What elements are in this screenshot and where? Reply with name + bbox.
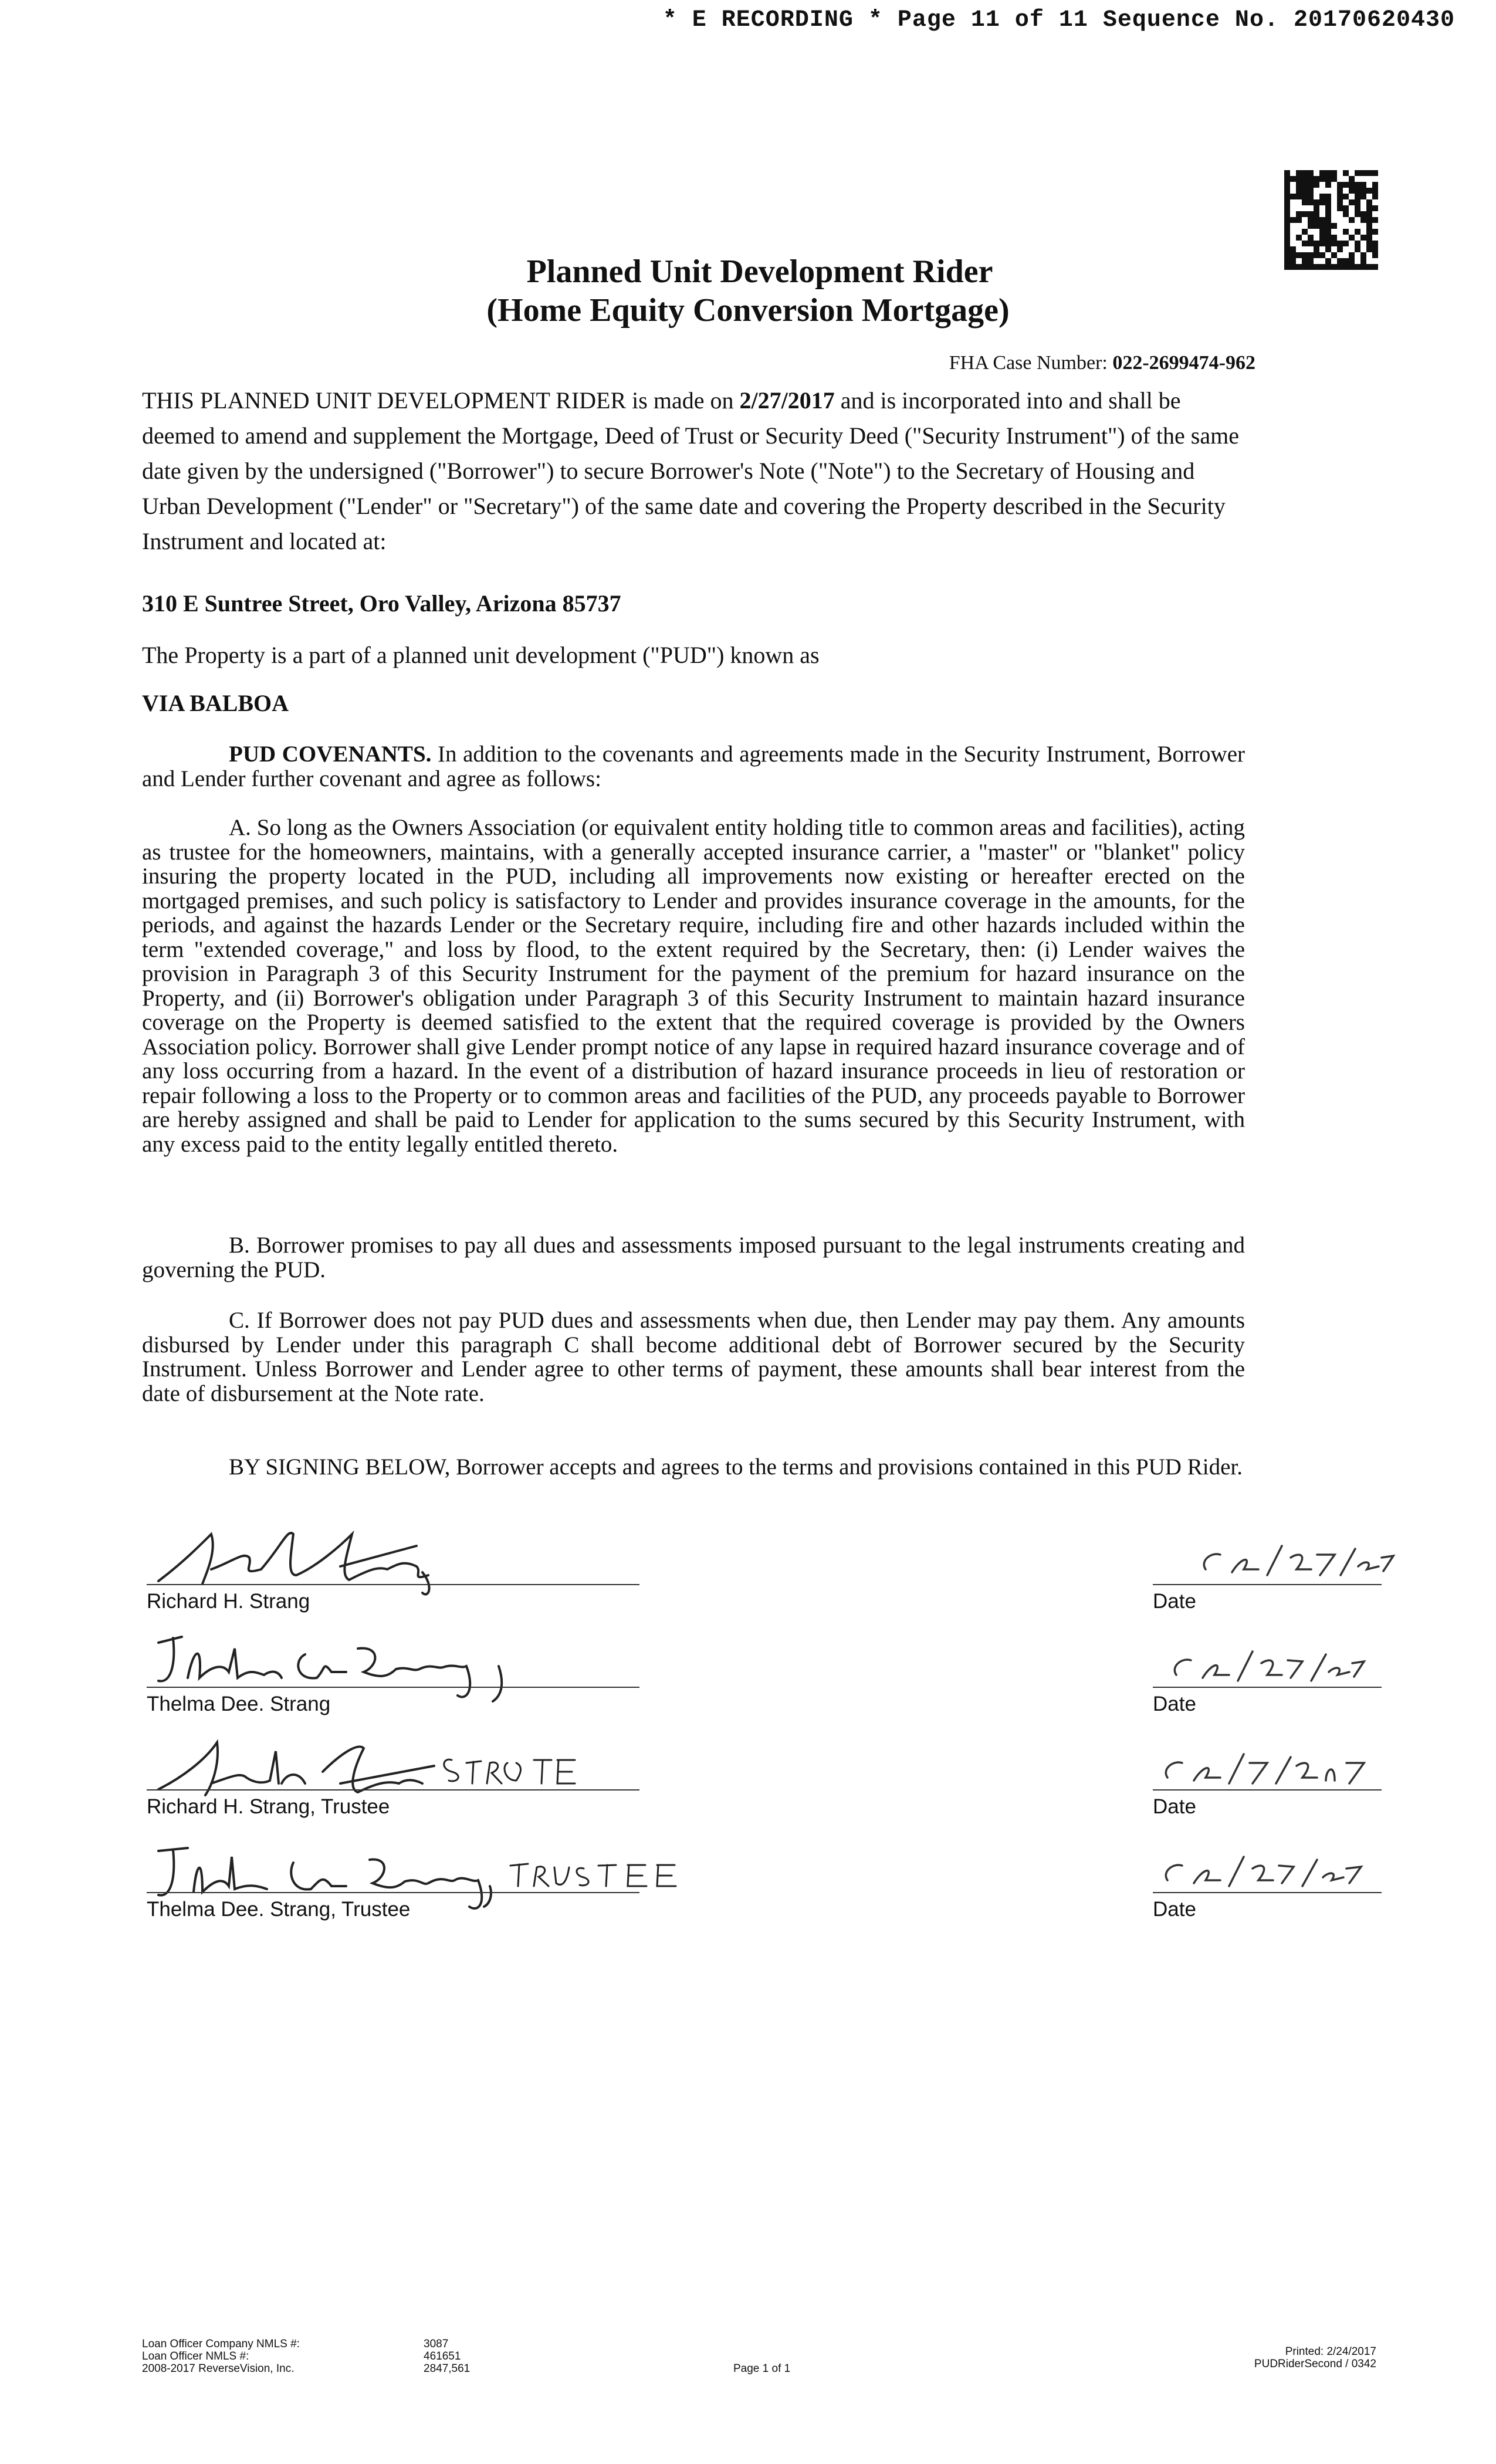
signer-name-3: Richard H. Strang, Trustee	[147, 1795, 390, 1818]
footer-values	[424, 2338, 470, 2375]
handwritten-date-1	[1197, 1537, 1396, 1584]
date-line-1	[1153, 1584, 1382, 1585]
signature-line-1	[147, 1584, 639, 1585]
signing-statement-text: BY SIGNING BELOW, Borrower accepts and agrees to the terms and provisions contained in this PUD Rider.	[229, 1454, 1243, 1480]
paragraph-a	[142, 815, 1245, 1156]
signature-line-3	[147, 1789, 639, 1791]
signing-statement	[142, 1455, 1245, 1480]
fha-case-value: 022-2699474-962	[1112, 352, 1255, 374]
intro-text-start: THIS PLANNED UNIT DEVELOPMENT RIDER is made on	[142, 387, 740, 414]
footer-print-info	[1254, 2345, 1376, 2370]
paragraph-b	[142, 1233, 1245, 1282]
intro-paragraph	[142, 383, 1257, 559]
doc-code: 2847,561	[424, 2363, 471, 2375]
copyright-text: 2008-2017 ReverseVision, Inc.	[142, 2363, 295, 2375]
covenants-heading: PUD COVENANTS.	[229, 742, 432, 767]
rider-date: 2/27/2017	[739, 387, 835, 414]
printed-date: Printed: 2/24/2017	[1285, 2345, 1376, 2358]
paragraph-c	[142, 1308, 1245, 1406]
date-label-4: Date	[1153, 1898, 1196, 1921]
signer-name-2: Thelma Dee. Strang	[147, 1693, 331, 1715]
paragraph-b-text: B. Borrower promises to pay all dues and assessments imposed pursuant to the legal instruments creating and governing the PUD.	[142, 1233, 1245, 1282]
signature-line-4	[147, 1892, 639, 1893]
date-line-3	[1153, 1789, 1382, 1791]
paragraph-a-text: A. So long as the Owners Association (or equivalent entity holding title to common areas and facilities), acting as trustee for the homeowners, maintains, with a generally accepted insurance carrier, a "master" or "blanket" policy insuring the property located in the PUD, including all improvements now existing or hereafter erected on the mortgaged premises, and such policy is satisfactory to Lender and provides insurance coverage in the amounts, for the periods, and against the hazards Lender or the Secretary require, including fire and other hazards included within the term "extended coverage," and loss by flood, to the extent required by the Secretary, then: (i) Lender waives the provision in Paragraph 3 of this Security Instrument for the payment of the premium for hazard insurance on the Property, and (ii) Borrower's obligation under Paragraph 3 of this Security Instrument to maintain hazard insurance coverage on the Property is deemed satisfied to the extent that the required coverage is provided by the Owners Association policy. Borrower shall give Lender prompt notice of any lapse in required hazard insurance coverage and of any loss occurring from a hazard. In the event of a distribution of hazard insurance proceeds in lieu of restoration or repair following a loss to the Property or to common areas and facilities of the PUD, any proceeds payable to Borrower are hereby assigned and shall be paid to Lender for application to the sums secured by this Security Instrument, with any excess paid to the entity legally entitled thereto.	[142, 815, 1245, 1157]
paragraph-c-text: C. If Borrower does not pay PUD dues and assessments when due, then Lender may pay them. Any amounts disbursed by Lender under this paragraph C shall become additional debt of Borrower secured by the Security Instrument. Unless Borrower and Lender agree to other terms of payment, these amounts shall bear interest from the date of disbursement at the Note rate.	[142, 1308, 1245, 1406]
pud-name: VIA BALBOA	[142, 690, 289, 716]
recording-header: * E RECORDING * Page 11 of 11 Sequence No. 20170620430	[662, 7, 1455, 33]
intro-text-end: and is incorporated into and shall be deemed to amend and supplement the Mortgage, Deed of Trust or Security Deed ("Security Instrument") of the same date given by the undersigned ("Borrower") to secure Borrower's Note ("Note") to the Secretary of Housing and Urban Development ("Lender" or "Secretary") of the same date and covering the Property described in the Security Instrument and located at:	[142, 387, 1239, 554]
footer-labels	[142, 2338, 300, 2375]
officer-nmls-label: Loan Officer NMLS #:	[142, 2350, 249, 2363]
property-address: 310 E Suntree Street, Oro Valley, Arizona 85737	[142, 590, 621, 617]
company-nmls-label: Loan Officer Company NMLS #:	[142, 2338, 300, 2350]
covenants-text: In addition to the covenants and agreements made in the Security Instrument, Borrower and Lender further covenant and agree as follows:	[142, 742, 1245, 791]
date-line-2	[1153, 1687, 1382, 1688]
signer-name-4: Thelma Dee. Strang, Trustee	[147, 1898, 411, 1921]
handwritten-date-3	[1159, 1745, 1370, 1792]
company-nmls-value: 3087	[424, 2338, 449, 2350]
date-label-3: Date	[1153, 1795, 1196, 1818]
date-label-1: Date	[1153, 1590, 1196, 1613]
date-line-4	[1153, 1892, 1382, 1893]
title-line-2: (Home Equity Conversion Mortgage)	[486, 292, 1010, 329]
date-label-2: Date	[1153, 1693, 1196, 1715]
handwritten-date-2	[1167, 1643, 1367, 1690]
title-line-1: Planned Unit Development Rider	[526, 253, 993, 290]
signer-name-1: Richard H. Strang	[147, 1590, 310, 1613]
handwritten-date-4	[1159, 1848, 1370, 1895]
pud-known-as: The Property is a part of a planned unit development ("PUD") known as	[142, 642, 820, 668]
officer-nmls-value: 461651	[424, 2350, 461, 2363]
form-id: PUDRiderSecond / 0342	[1254, 2358, 1376, 2370]
signature-line-2	[147, 1687, 639, 1688]
signature-richard-strang	[147, 1511, 499, 1599]
fha-case-number	[949, 352, 1255, 374]
page-number: Page 1 of 1	[733, 2363, 791, 2375]
fha-case-label: FHA Case Number:	[949, 352, 1108, 374]
pud-covenants-paragraph	[142, 742, 1245, 791]
document-title	[0, 252, 1496, 330]
